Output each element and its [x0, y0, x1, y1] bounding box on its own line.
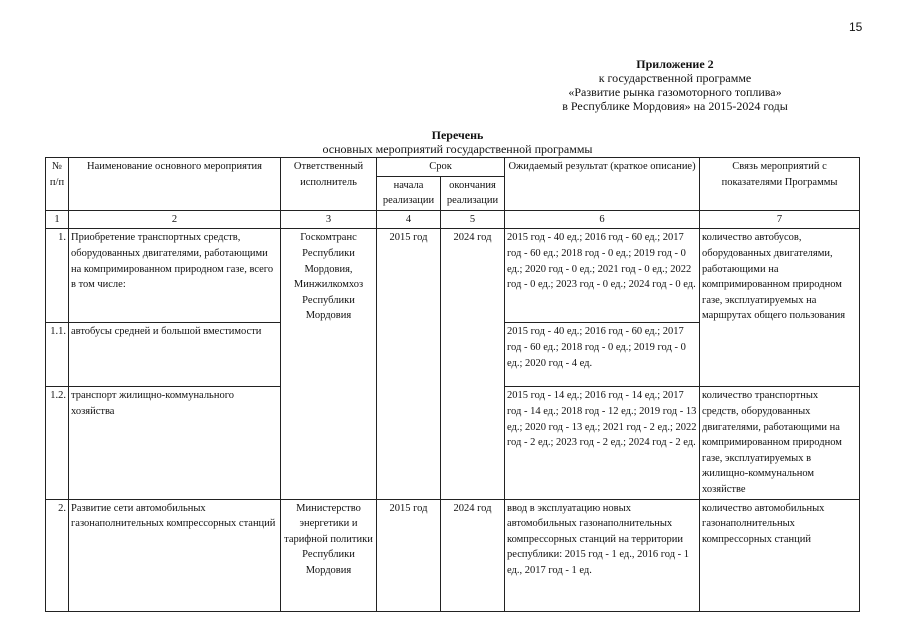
- row-start: 2015 год: [377, 499, 441, 611]
- header-term: Срок: [377, 158, 505, 177]
- row-link: количество автомобильных газонаполнительных компрессорных станций: [700, 499, 860, 611]
- row-start: 2015 год: [377, 229, 441, 499]
- row-name: Приобретение транспортных средств, оборудованных двигателями, работающими на компримированном природном газе, всего в том числе:: [69, 229, 281, 323]
- table-row: [46, 499, 860, 611]
- col-number: 3: [281, 210, 377, 229]
- row-num: 2.: [46, 499, 69, 611]
- row-result: 2015 год - 40 ед.; 2016 год - 60 ед.; 2017 год - 60 ед.; 2018 год - 0 ед.; 2019 год - 0 ед.; 2020 год - 0 ед.; 2021 год - 0 ед.; 2022 год - 0 ед.; 2023 год - 0 ед.; 2024 год - 0 ед.: [505, 229, 700, 323]
- header-row-1: [46, 158, 860, 177]
- row-result: 2015 год - 40 ед.; 2016 год - 60 ед.; 2017 год - 60 ед.; 2018 год - 0 ед.; 2019 год - 0 ед.; 2020 год - 4 ед.: [505, 323, 700, 387]
- row-responsible: Министерство энергетики и тарифной политики Республики Мордовия: [281, 499, 377, 611]
- col-number: 2: [69, 210, 281, 229]
- row-num: 1.2.: [46, 387, 69, 499]
- page-number: 15: [849, 20, 863, 34]
- row-result: ввод в эксплуатацию новых автомобильных газонаполнительных компрессорных станций на территории республики: 2015 год - 1 ед., 2016 год - 1 ед., 2017 год - 1 ед.: [505, 499, 700, 611]
- col-number: 6: [505, 210, 700, 229]
- col-number: 5: [441, 210, 505, 229]
- col-number: 1: [46, 210, 69, 229]
- column-numbers-row: [46, 210, 860, 229]
- row-link: количество автобусов, оборудованных двигателями, работающими на компримированном природном газе, эксплуатируемых на маршрутах общего пользования: [700, 229, 860, 387]
- row-num: 1.: [46, 229, 69, 323]
- header-link: Связь мероприятий с показателями Программы: [700, 158, 860, 211]
- header-responsible: Ответственный исполнитель: [281, 158, 377, 211]
- header-start: начала реализации: [377, 176, 441, 210]
- row-num: 1.1.: [46, 323, 69, 387]
- row-name: транспорт жилищно-коммунального хозяйства: [69, 387, 281, 499]
- appendix-title: Приложение 2: [636, 57, 714, 71]
- document-title: Перечень: [431, 128, 484, 142]
- row-responsible: Госкомтранс Республики Мордовия, Минжилкомхоз Республики Мордовия: [281, 229, 377, 499]
- row-name: автобусы средней и большой вместимости: [69, 323, 281, 387]
- row-name: Развитие сети автомобильных газонаполнительных компрессорных станций: [69, 499, 281, 611]
- document-title-block: [70, 128, 845, 156]
- col-number: 7: [700, 210, 860, 229]
- col-number: 4: [377, 210, 441, 229]
- header-num: № п/п: [46, 158, 69, 211]
- row-link: количество транспортных средств, оборудованных двигателями, работающими на компримированном природном газе, эксплуатируемых в жилищно-коммунальном хозяйстве: [700, 387, 860, 499]
- appendix-block: [515, 57, 835, 113]
- appendix-line-1: к государственной программе: [598, 71, 752, 85]
- document-subtitle: основных мероприятий государственной программы: [322, 142, 593, 156]
- row-end: 2024 год: [441, 229, 505, 499]
- header-name: Наименование основного мероприятия: [69, 158, 281, 211]
- appendix-line-3: в Республике Мордовия» на 2015-2024 годы: [562, 99, 788, 113]
- measures-table: [45, 157, 860, 612]
- header-end: окончания реализации: [441, 176, 505, 210]
- appendix-line-2: «Развитие рынка газомоторного топлива»: [568, 85, 782, 99]
- header-result: Ожидаемый результат (краткое описание): [505, 158, 700, 211]
- row-end: 2024 год: [441, 499, 505, 611]
- table-row: [46, 229, 860, 323]
- row-result: 2015 год - 14 ед.; 2016 год - 14 ед.; 2017 год - 14 ед.; 2018 год - 12 ед.; 2019 год - 13 ед.; 2020 год - 13 ед.; 2021 год - 2 ед.; 2022 год - 2 ед.; 2023 год - 2 ед.; 2024 год - 2 ед.: [505, 387, 700, 499]
